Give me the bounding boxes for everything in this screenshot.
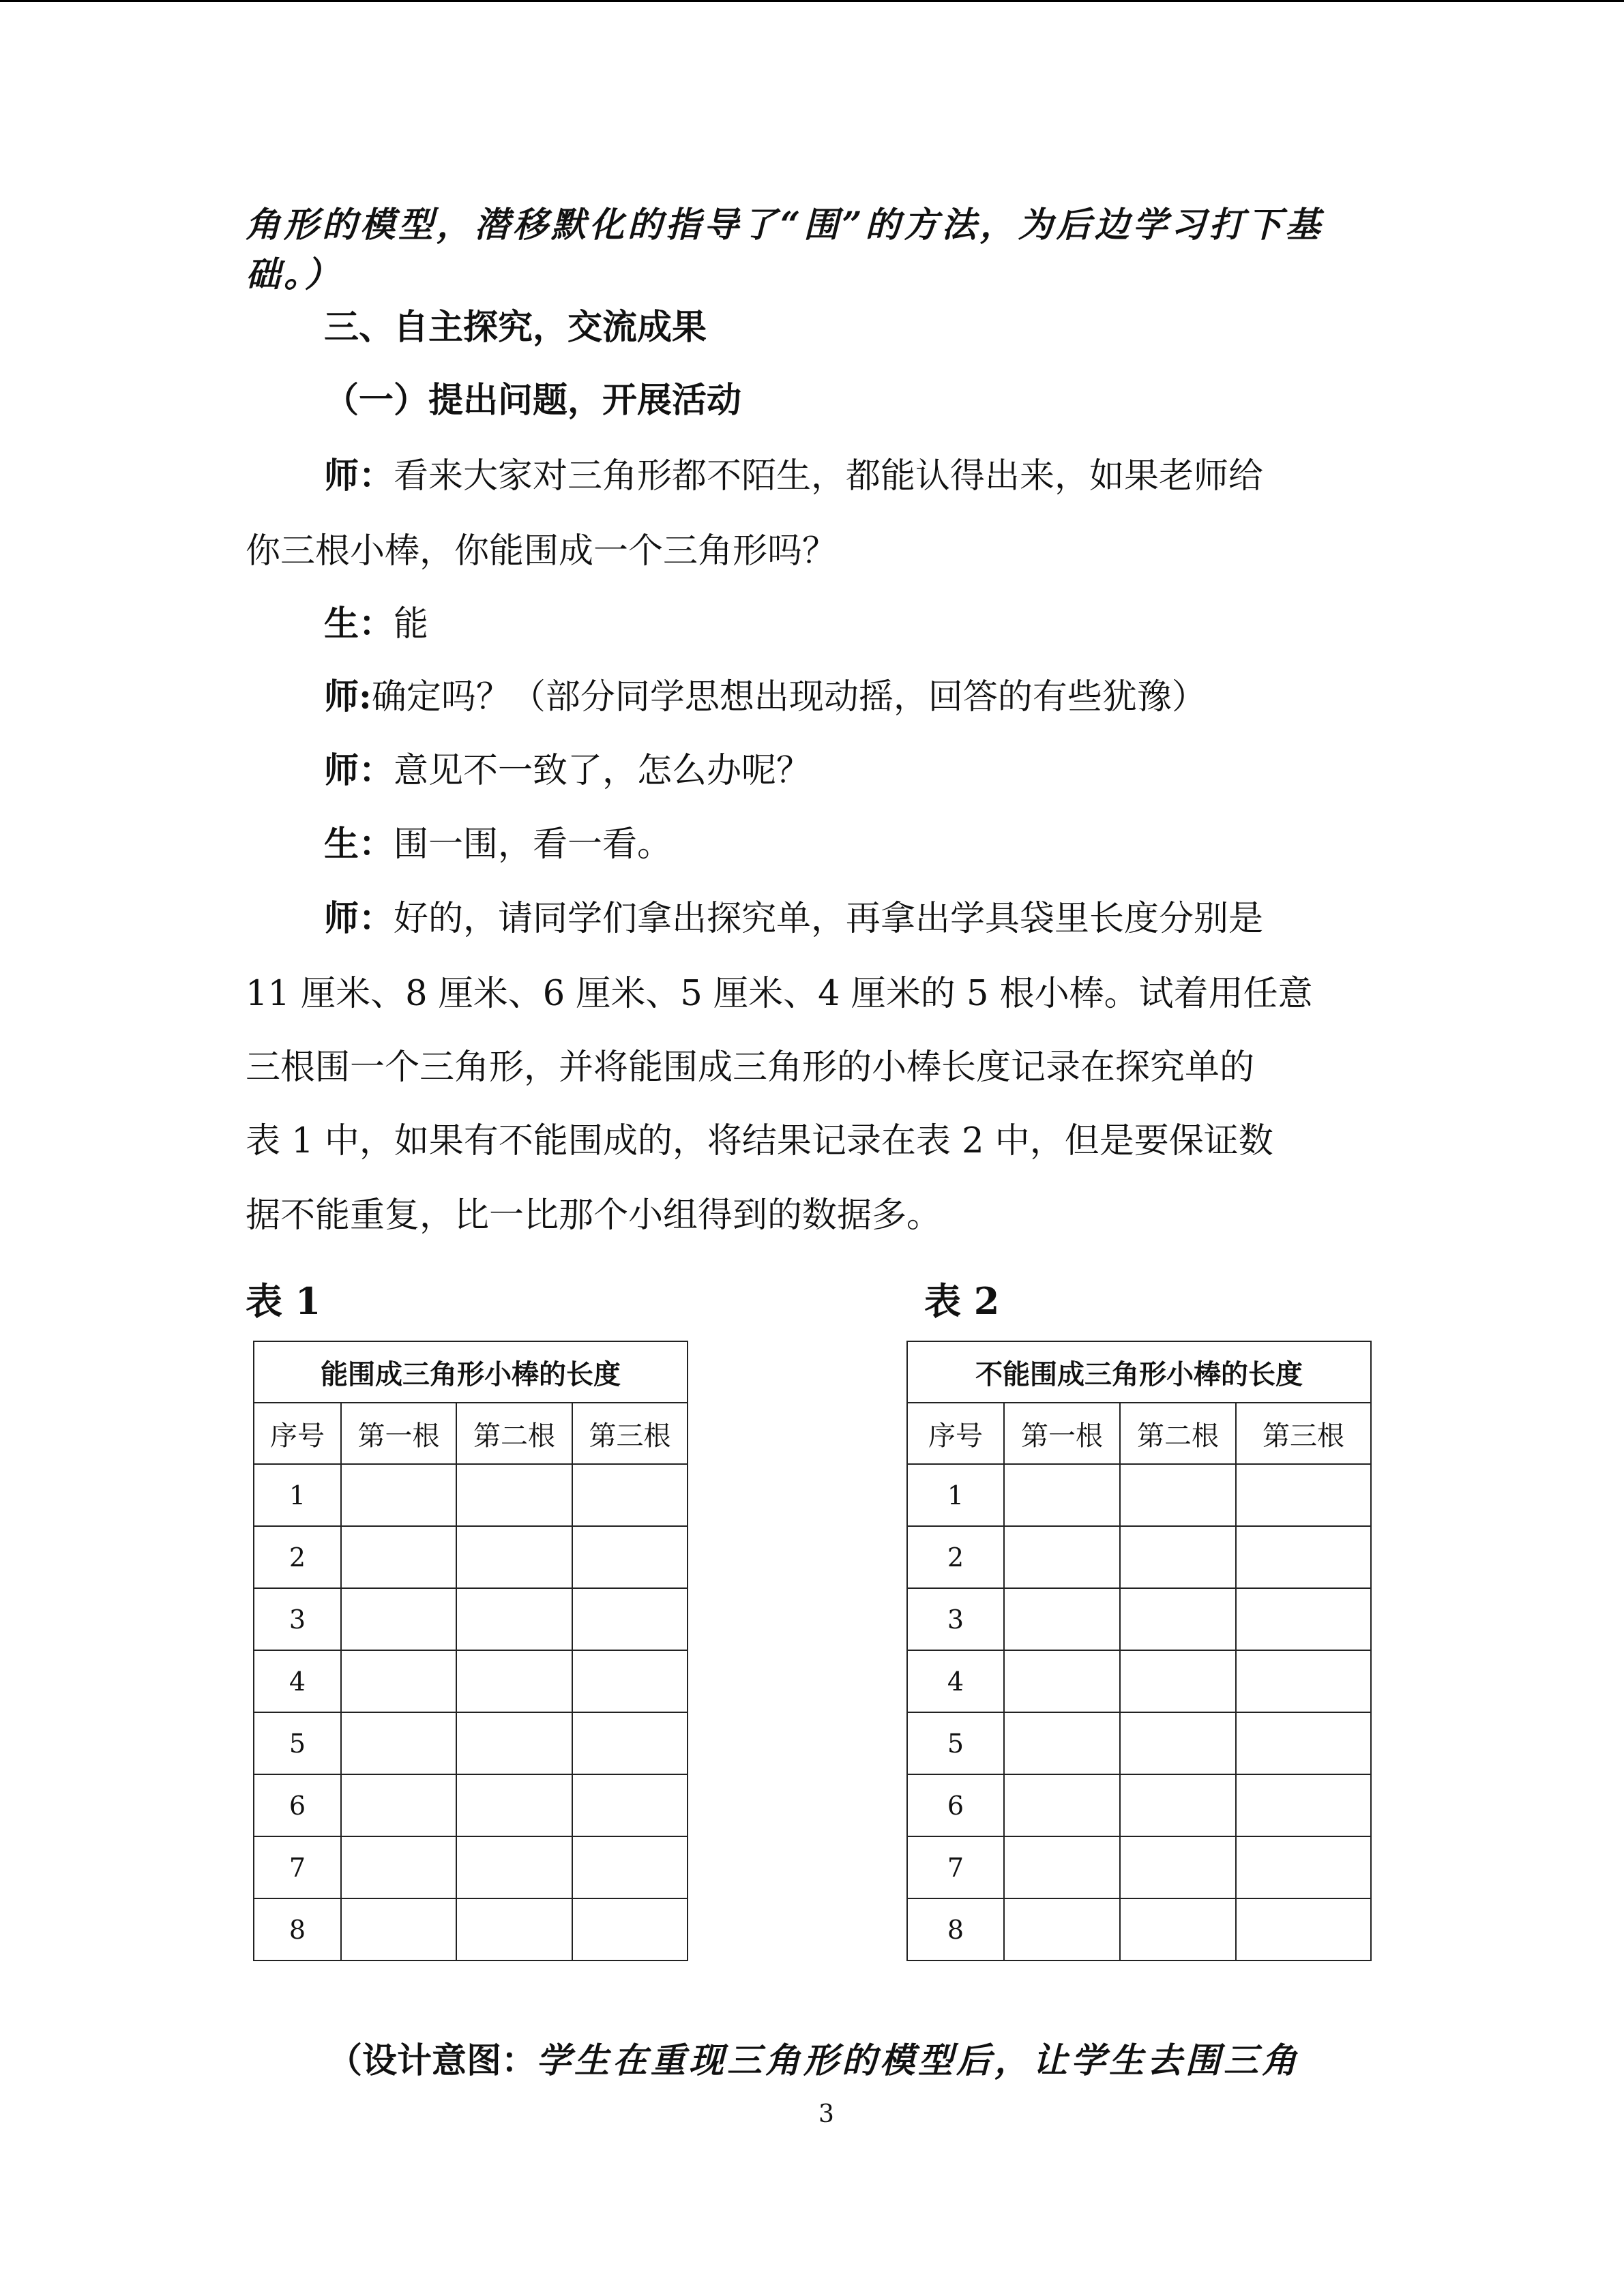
table1-header-cell: 第一根 [341, 1403, 456, 1464]
table1-empty-cell [341, 1774, 456, 1836]
table1-empty-cell [572, 1526, 688, 1588]
paragraph-line: 11 厘米、8 厘米、6 厘米、5 厘米、4 厘米的 5 根小棒。试着用任意 [246, 974, 1313, 1014]
table1-row-number: 7 [254, 1836, 341, 1898]
table2 [906, 1341, 1372, 1961]
table1-header-cell: 序号 [254, 1403, 341, 1464]
table1-caption: 表 1 [246, 1279, 321, 1323]
dialogue-text: 好的，请同学们拿出探究单，再拿出学具袋里长度分别是 [394, 899, 1264, 939]
table1-empty-cell [572, 1898, 688, 1960]
table2-empty-cell [1120, 1836, 1236, 1898]
table1-empty-cell [456, 1650, 572, 1712]
table1 [253, 1341, 688, 1961]
dialogue-line [324, 603, 429, 644]
paragraph-line: 据不能重复，比一比那个小组得到的数据多。 [246, 1195, 942, 1236]
subsection-heading: （一）提出问题，开展活动 [324, 380, 742, 421]
table1-empty-cell [456, 1526, 572, 1588]
table2-empty-cell [1236, 1774, 1371, 1836]
table1-row-number: 4 [254, 1650, 341, 1712]
paragraph-line: 角形的模型，潜移默化的指导了“围”的方法，为后边学习打下基 [246, 205, 1324, 245]
table2-empty-cell [1004, 1526, 1120, 1588]
table2-empty-cell [1004, 1650, 1120, 1712]
table1-empty-cell [341, 1650, 456, 1712]
table1-empty-cell [456, 1898, 572, 1960]
table2-row-number: 6 [907, 1774, 1004, 1836]
speaker-label: 生： [324, 824, 394, 865]
table1-row-number: 2 [254, 1526, 341, 1588]
table2-empty-cell [1120, 1588, 1236, 1650]
table1-empty-cell [456, 1712, 572, 1774]
table1-header-cell: 第二根 [456, 1403, 572, 1464]
table2-empty-cell [1236, 1588, 1371, 1650]
table1-empty-cell [341, 1898, 456, 1960]
dialogue-text: 围一围，看一看。 [394, 824, 673, 865]
table2-header-cell: 第一根 [1004, 1403, 1120, 1464]
top-border-line [0, 0, 1624, 2]
table2-row-number: 4 [907, 1650, 1004, 1712]
table2-empty-cell [1004, 1464, 1120, 1526]
table2-empty-cell [1004, 1898, 1120, 1960]
table1-empty-cell [572, 1836, 688, 1898]
table2-empty-cell [1236, 1836, 1371, 1898]
table2-header-cell: 第二根 [1120, 1403, 1236, 1464]
table1-empty-cell [456, 1836, 572, 1898]
speaker-label: 生： [324, 603, 394, 644]
paragraph-line: 础。） [246, 254, 343, 295]
table1-header-cell: 第三根 [572, 1403, 688, 1464]
dialogue-line [324, 676, 1207, 717]
table2-empty-cell [1236, 1712, 1371, 1774]
table2-row-number: 8 [907, 1898, 1004, 1960]
table2-empty-cell [1236, 1650, 1371, 1712]
speaker-label: 师： [324, 456, 394, 496]
table2-caption: 表 2 [924, 1279, 1000, 1323]
table2-row-number: 1 [907, 1464, 1004, 1526]
table1-empty-cell [341, 1588, 456, 1650]
speaker-label: 师: [324, 676, 372, 717]
table1-empty-cell [456, 1588, 572, 1650]
table2-empty-cell [1120, 1898, 1236, 1960]
table2-empty-cell [1004, 1774, 1120, 1836]
dialogue-line [324, 456, 1264, 496]
table2-header-cell: 序号 [907, 1403, 1004, 1464]
table1-title: 能围成三角形小棒的长度 [254, 1341, 688, 1403]
table1-empty-cell [572, 1464, 688, 1526]
paragraph-line: 表 1 中，如果有不能围成的，将结果记录在表 2 中，但是要保证数 [246, 1121, 1273, 1161]
speaker-label: 师： [324, 898, 394, 939]
paragraph-line: 三根围一个三角形，并将能围成三角形的小棒长度记录在探究单的 [246, 1047, 1255, 1088]
table2-title: 不能围成三角形小棒的长度 [907, 1341, 1371, 1403]
design-intent-line [327, 2040, 1301, 2081]
dialogue-line [324, 898, 1264, 939]
table1-row-number: 5 [254, 1712, 341, 1774]
table2-row-number: 5 [907, 1712, 1004, 1774]
design-intent-label: （设计意图： [327, 2040, 537, 2081]
design-intent-text: 学生在重现三角形的模型后，让学生去围三角 [536, 2040, 1301, 2081]
table1-empty-cell [572, 1588, 688, 1650]
dialogue-line: 你三根小棒，你能围成一个三角形吗？ [246, 531, 838, 571]
page-number: 3 [818, 2100, 834, 2128]
table1-row-number: 8 [254, 1898, 341, 1960]
dialogue-text: 确定吗？（部分同学思想出现动摇，回答的有些犹豫） [371, 677, 1207, 717]
table2-header-cell: 第三根 [1236, 1403, 1371, 1464]
speaker-label: 师： [324, 750, 394, 791]
table1-empty-cell [456, 1464, 572, 1526]
table1-row-number: 3 [254, 1588, 341, 1650]
section-heading: 三、自主探究，交流成果 [324, 307, 707, 348]
table2-empty-cell [1120, 1526, 1236, 1588]
table1-empty-cell [341, 1712, 456, 1774]
table1-row-number: 6 [254, 1774, 341, 1836]
table2-empty-cell [1004, 1588, 1120, 1650]
table2-empty-cell [1004, 1712, 1120, 1774]
table2-row-number: 7 [907, 1836, 1004, 1898]
table2-empty-cell [1120, 1774, 1236, 1836]
table1-empty-cell [572, 1712, 688, 1774]
table2-empty-cell [1236, 1526, 1371, 1588]
table2-empty-cell [1120, 1650, 1236, 1712]
dialogue-text: 意见不一致了，怎么办呢？ [394, 751, 812, 791]
dialogue-text: 能 [394, 604, 429, 644]
table2-empty-cell [1236, 1898, 1371, 1960]
table2-empty-cell [1120, 1464, 1236, 1526]
table1-row-number: 1 [254, 1464, 341, 1526]
table1-empty-cell [572, 1774, 688, 1836]
table2-row-number: 2 [907, 1526, 1004, 1588]
table1-empty-cell [341, 1526, 456, 1588]
table1-empty-cell [341, 1464, 456, 1526]
table2-empty-cell [1236, 1464, 1371, 1526]
table2-empty-cell [1120, 1712, 1236, 1774]
dialogue-line [324, 824, 673, 865]
table1-empty-cell [572, 1650, 688, 1712]
dialogue-line [324, 750, 812, 791]
table1-empty-cell [456, 1774, 572, 1836]
table1-empty-cell [341, 1836, 456, 1898]
table2-row-number: 3 [907, 1588, 1004, 1650]
table2-empty-cell [1004, 1836, 1120, 1898]
dialogue-text: 看来大家对三角形都不陌生，都能认得出来，如果老师给 [394, 456, 1264, 496]
